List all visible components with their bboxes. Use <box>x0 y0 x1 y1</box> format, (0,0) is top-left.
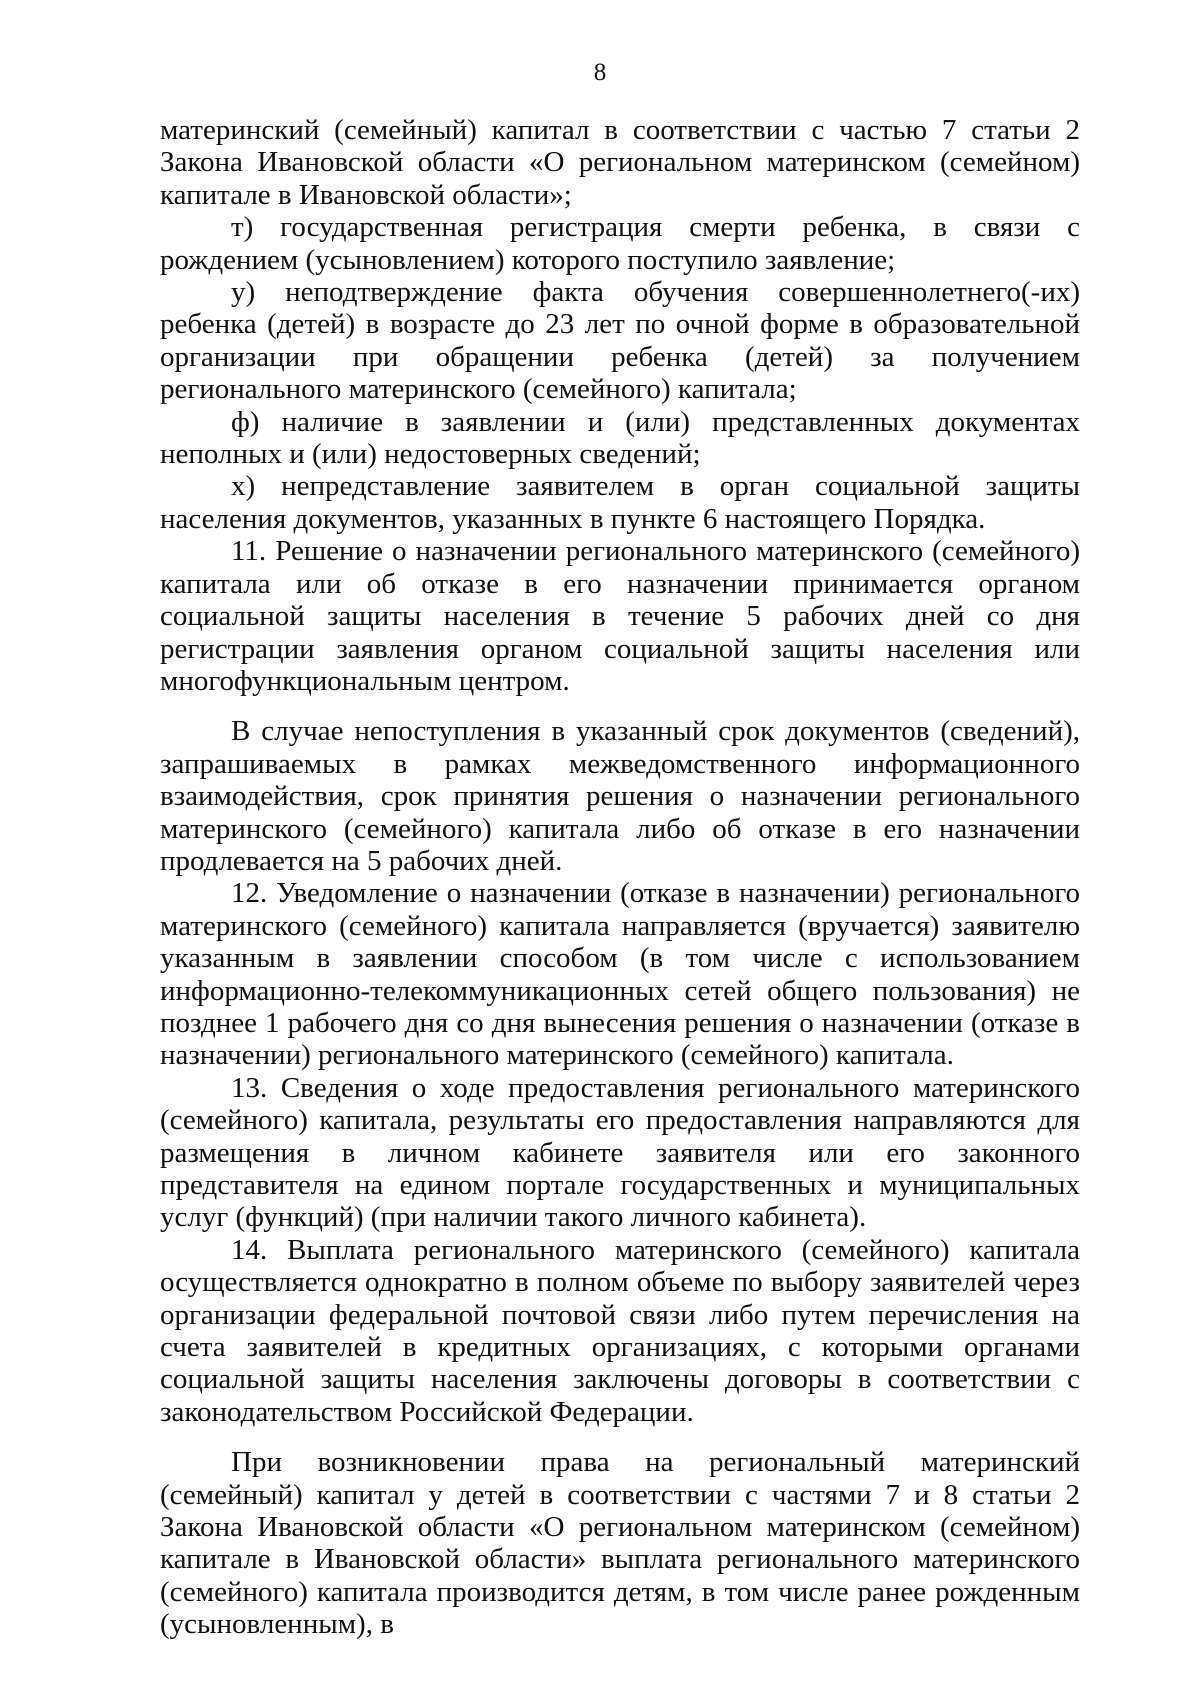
paragraph-clause-11-extension: В случае непоступления в указанный срок документов (сведений), запрашиваемых в рамках межведомственного информационного взаимодействия, срок принятия решения о назначении регионального материнского (семейного) капитала либо об отказе в его назначении продлевается на 5 рабочих дней. <box>160 715 1080 877</box>
paragraph-clause-11: 11. Решение о назначении регионального материнского (семейного) капитала или об отказе в его назначении принимается органом социальной защиты населения в течение 5 рабочих дней со дня регистрации заявления органом социальной защиты населения или многофункциональным центром. <box>160 535 1080 697</box>
document-body <box>160 114 1080 1641</box>
paragraph-item-f: ф) наличие в заявлении и (или) представленных документах неполных и (или) недостоверных сведений; <box>160 405 1080 471</box>
paragraph-item-kh: х) непредставление заявителем в орган социальной защиты населения документов, указанных в пункте 6 настоящего Порядка. <box>160 470 1080 535</box>
paragraph-continuation: материнский (семейный) капитал в соответствии с частью 7 статьи 2 Закона Ивановской области «О региональном материнском (семейном) капитале в Ивановской области»; <box>160 114 1080 211</box>
paragraph-item-t: т) государственная регистрация смерти ребенка, в связи с рождением (усыновлением) которого поступило заявление; <box>160 211 1080 276</box>
paragraph-clause-14: 14. Выплата регионального материнского (семейного) капитала осуществляется однократно в полном объеме по выбору заявителей через организации федеральной почтовой связи либо путем перечисления на счета заявителей в кредитных организациях, с которыми органами социальной защиты населения заключены договоры в соответствии с законодательством Российской Федерации. <box>160 1233 1080 1428</box>
paragraph-clause-14-children: При возникновении права на региональный материнский (семейный) капитал у детей в соответствии с частями 7 и 8 статьи 2 Закона Ивановской области «О региональном материнском (семейном) капитале в Ивановской области» выплата регионального материнского (семейного) капитала производится детям, в том числе ранее рожденным (усыновленным), в <box>160 1446 1080 1641</box>
page-number: 8 <box>593 59 607 86</box>
paragraph-item-u: у) неподтверждение факта обучения совершеннолетнего(-их) ребенка (детей) в возрасте до 23 лет по очной форме в образовательной организации при обращении ребенка (детей) за получением регионального материнского (семейного) капитала; <box>160 276 1080 406</box>
paragraph-clause-12: 12. Уведомление о назначении (отказе в назначении) регионального материнского (семейного) капитала направляется (вручается) заявителю указанным в заявлении способом (в том числе с использованием информационно-телекоммуникационных сетей общего пользования) не позднее 1 рабочего дня со дня вынесения решения о назначении (отказе в назначении) регионального материнского (семейного) капитала. <box>160 877 1080 1072</box>
paragraph-clause-13: 13. Сведения о ходе предоставления регионального материнского (семейного) капитала, результаты его предоставления направляются для размещения в личном кабинете заявителя или его законного представителя на едином портале государственных и муниципальных услуг (функций) (при наличии такого личного кабинета). <box>160 1071 1080 1234</box>
